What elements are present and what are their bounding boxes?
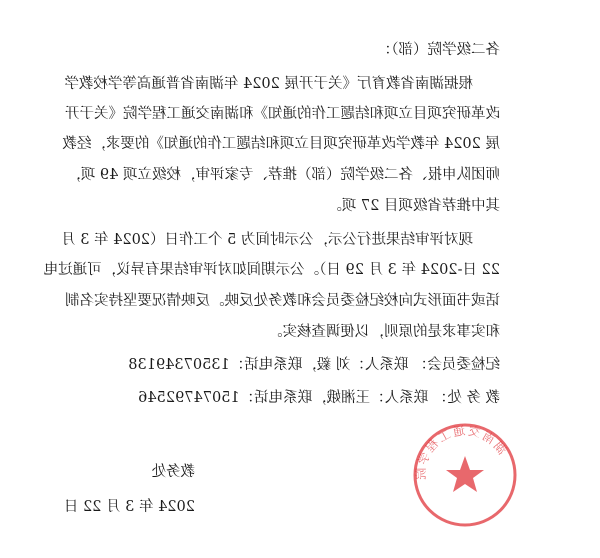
paragraph-1-line-4: 师团队申报、各二级学院（部）推荐、专家评审，校级立项 49 项，	[66, 167, 500, 183]
paragraph-1-line-5: 其中推荐省级项目 27 项。	[327, 198, 500, 214]
seal-ring-text: 湖南交通工程学院	[413, 423, 510, 482]
official-seal-icon	[410, 420, 520, 530]
contact-academic-affairs: 教 务 处： 联系人：王湘娥，联系电话：15074792546	[138, 390, 500, 406]
signature-department: 教务处	[151, 464, 195, 480]
paragraph-2-line-3: 话或书面形式向校纪检委员会和教务处反映。反映情况要坚持实名制	[65, 293, 500, 309]
paragraph-2-line-2: 22 日-2024 年 3 月 29 日）。公示期间如对评审结果有异议，可通过电	[43, 262, 500, 278]
paragraph-1-line-3: 展 2024 年教学改革研究项目立项和结题工作的通知》的要求，经教	[62, 136, 500, 152]
paragraph-1-line-1: 根据湖南省教育厅《关于开展 2024 年湖南省普通高等学校教学	[64, 76, 473, 92]
paragraph-2-line-4: 和实事求是的原则，以便调查核实。	[268, 324, 500, 340]
salutation: 各二级学院（部）：	[376, 42, 500, 58]
signature-date: 2024 年 3 月 22 日	[63, 499, 195, 515]
paragraph-1-line-2: 改革研究项目立项和结题工作的通知》和湖南交通工程学院《关于开	[65, 106, 500, 122]
contact-discipline-committee: 纪检委员会： 联系人：刘 毅，联系电话：13507349138	[128, 357, 500, 373]
paragraph-2-line-1: 现对评审结果进行公示，公示时间为 5 个工作日（2024 年 3 月	[61, 232, 473, 248]
